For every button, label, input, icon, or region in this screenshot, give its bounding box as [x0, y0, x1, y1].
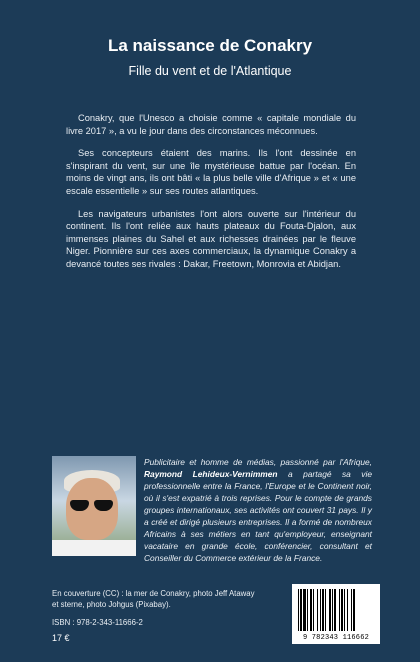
blurb-paragraph: Les navigateurs urbanistes l'ont alors ouverte sur l'intérieur du continent. Ils l'ont reliée aux hauts plateaux du Fouta-Djalon, aux immenses plaines du Sahel et aux richesses drainées par le fleuve Niger. Pionnière sur ces axes commerciaux, la dynamique Conakry a devancé toutes ses rivales : Dakar, Freetown, Monrovia et Abidjan. — [66, 208, 356, 269]
author-bio — [144, 456, 372, 564]
author-name: Raymond Lehideux-Vernimmen — [144, 469, 278, 479]
barcode — [292, 584, 380, 644]
book-title: La naissance de Conakry — [107, 36, 313, 55]
cover-credits: En couverture (CC) : la mer de Conakry, photo Jeff Ataway et sterne, photo Johgus (Pixabay). — [52, 589, 255, 609]
barcode-icon — [298, 589, 374, 633]
price: 17 € — [52, 633, 70, 643]
author-bio-text: a partagé sa vie professionnelle entre la France, l'Europe et le Continent noir, où il s'est expatrié à trois reprises. Pour le compte de grands groupes internationaux, ses activités ont couvert 31 pays. Il y a créé et dirigé plusieurs entreprises. Il a formé de nombreux Africains à ses métiers en tant qu'employeur, enseignant vacataire en grande école, conférencier, consultant et Conseiller du Commerce extérieur de la France. — [144, 469, 373, 563]
barcode-number: 9 782343 116662 — [302, 634, 369, 642]
author-bio-intro: Publicitaire et homme de médias, passionné par l'Afrique, — [144, 457, 372, 467]
blurb-paragraph: Conakry, que l'Unesco a choisie comme « capitale mondiale du livre 2017 », a vu le jour dans des circonstances méconnues. — [66, 113, 356, 136]
blurb-paragraph: Ses concepteurs étaient des marins. Ils l'ont dessinée en s'inspirant du vent, sur une île mystérieuse battue par l'océan. En moins de vingt ans, ils ont bâti « la plus belle ville d'Afrique » et « une escale essentielle » sur ses routes atlantiques. — [66, 148, 356, 196]
author-section — [52, 456, 372, 574]
isbn: ISBN : 978-2-343-11666-2 — [52, 618, 143, 627]
author-photo — [52, 456, 136, 556]
book-subtitle: Fille du vent et de l'Atlantique — [128, 64, 292, 78]
blurb — [66, 112, 356, 281]
